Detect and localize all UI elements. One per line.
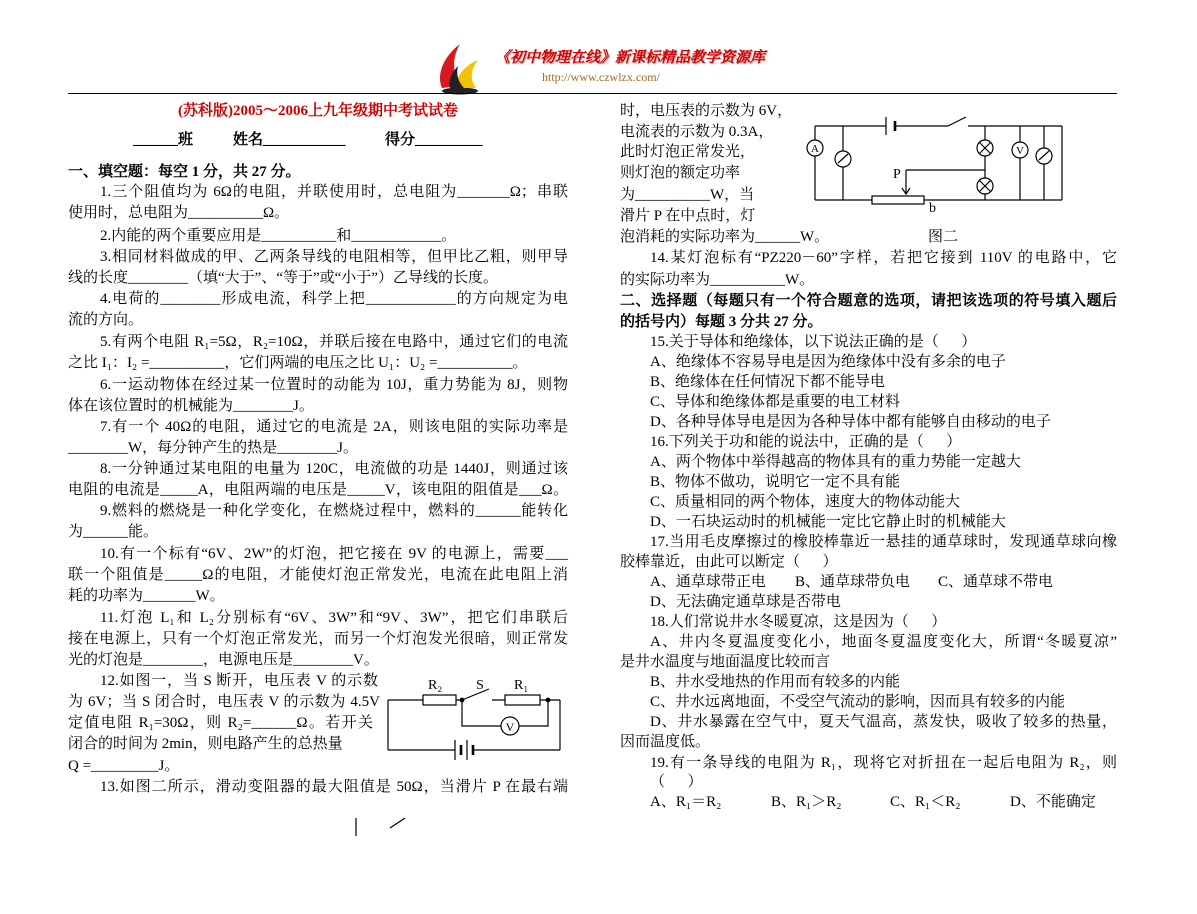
site-url: http://www.czwlzx.com/ — [542, 70, 660, 84]
score-field: 得分_________ — [385, 132, 483, 148]
q17-stem: 17.当用毛皮摩擦过的橡胶棒靠近一悬挂的通草球时，发现通草球向橡 — [650, 534, 1117, 550]
q19-option-a: A、R₁＝R₂ — [650, 794, 722, 810]
resource-banner: 《初中物理在线》新课标精品教学资源库 — [495, 50, 766, 66]
q18-option-a: 是井水温度与地面温度比较而言 — [620, 654, 831, 670]
fig2-label-v: V — [1016, 145, 1024, 157]
figure-fragment-mark — [356, 818, 405, 836]
figure2-caption: 图二 — [928, 229, 959, 245]
q3-line: 3.相同材料做成的甲、乙两条导线的电阻相等，但甲比乙粗，则甲导 — [100, 249, 568, 265]
physics-flame-logo-icon — [434, 42, 484, 96]
q15-option-b: B、绝缘体在任何情况下都不能导电 — [650, 374, 886, 390]
q2-line: 2.内能的两个重要应用是__________和____________。 — [100, 228, 457, 244]
q17-option-d: D、无法确定通草球是否带电 — [650, 594, 841, 610]
q19-option-b: B、R₁＞R₂ — [771, 794, 842, 810]
q3-line: 线的长度________（填“大于”、“等于”或“小于”）乙导线的长度。 — [68, 270, 498, 286]
exam-title: (苏科版)2005～2006上九年级期中考试试卷 — [178, 103, 458, 119]
q15-option-d: D、各种导体导电是因为各种导体中都有能够自由移动的电子 — [650, 414, 1051, 430]
q11-line: 11.灯泡 L₁和 L₂分别标有“6V、3W”和“9V、3W”，把它们串联后 — [100, 610, 568, 626]
q19-answer-bracket: （ ） — [650, 774, 703, 790]
voltmeter-fig1 — [501, 717, 519, 735]
q5-line: 5.有两个电阻 R₁=5Ω，R₂=10Ω，并联后接在电路中，通过它们的电流 — [100, 334, 568, 350]
q9-line: 为______能。 — [68, 524, 159, 540]
q13-line: 13.如图二所示，滑动变阻器的最大阻值是 50Ω，当滑片 P 在最右端 — [100, 779, 568, 795]
q19-stem: 19.有一条导线的电阻为 R₁，现将它对折扭在一起后电阻为 R₂，则 — [650, 755, 1117, 771]
q13-line: 则灯泡的额定功率 — [620, 165, 741, 181]
q4-line: 流的方向。 — [68, 312, 144, 328]
q15-option-c: C、导体和绝缘体都是重要的电工材料 — [650, 394, 901, 410]
q7-line: 7.有一个 40Ω的电阻，通过它的电流是 2A，则该电阻的实际功率是 — [100, 419, 568, 435]
q18-option-d: 因而温度低。 — [620, 734, 711, 750]
q16-option-c: C、质量相同的两个物体，速度大的物体动能大 — [650, 494, 961, 510]
q12-line: 闭合的时间为 2min，则电路产生的总热量 — [68, 736, 343, 752]
q12-line: Q =_________J。 — [68, 758, 180, 774]
q4-line: 4.电荷的________形成电流，科学上把____________的方向规定为电 — [100, 291, 568, 307]
q12-line: 为 6V；当 S 闭合时，电压表 V 的示数为 4.5V — [68, 694, 380, 710]
resistor-r1 — [505, 695, 540, 705]
fig1-label-r2: R₂ — [428, 678, 443, 693]
header-divider — [68, 93, 1117, 94]
q13-line: 泡消耗的实际功率为______W。 — [620, 229, 830, 245]
fig2-label-b: b — [929, 201, 936, 216]
q10-line: 10.有一个标有“6V、2W”的灯泡，把它接在 9V 的电源上，需要___ — [100, 546, 568, 562]
q9-line: 9.燃料的燃烧是一种化学变化，在燃烧过程中，燃料的______能转化 — [100, 503, 568, 519]
q17-option-b: B、通草球带负电 — [795, 574, 911, 590]
q13-line: 时，电压表的示数为 6V， — [620, 103, 793, 119]
q17-stem: 胶棒靠近，由此可以断定（ ） — [620, 554, 838, 570]
q14-line: 14.某灯泡标有“PZ220－60”字样，若把它接到 110V 的电路中，它 — [650, 250, 1117, 266]
q13-line: 电流表的示数为 0.3A， — [620, 124, 774, 140]
resistor-r2 — [423, 695, 456, 705]
q19-option-d: D、不能确定 — [1010, 794, 1096, 810]
circuit-figure-1 — [388, 689, 560, 760]
q1-line: 1.三个阻值均为 6Ω的电阻，并联使用时，总电阻为_______Ω；串联 — [100, 184, 568, 200]
q10-line: 联一个阻值是_____Ω的电阻，才能使灯泡正常发光，电流在此电阻上消 — [68, 567, 568, 583]
name-field: 姓名___________ — [233, 132, 346, 148]
q18-option-d: D、井水暴露在空气中，夏天气温高，蒸发快，吸收了较多的热量， — [650, 714, 1117, 730]
q11-line: 接在电源上，只有一个灯泡正常发光，而另一个灯泡发光很暗，则正常发 — [68, 631, 568, 647]
q14-line: 的实际功率为__________W。 — [620, 272, 815, 288]
q18-option-c: C、井水远离地面，不受空气流动的影响，因而具有较多的内能 — [650, 694, 1066, 710]
fig2-label-a: A — [811, 143, 819, 155]
q18-stem: 18.人们常说井水冬暖夏凉，这是因为（ ） — [650, 614, 947, 630]
q13-line: 为__________W，当 — [620, 187, 755, 203]
battery-fig1 — [455, 740, 467, 760]
q8-line: 8.一分钟通过某电阻的电量为 120C，电流做的功是 1440J，则通过该 — [100, 461, 568, 477]
section2-heading: 二、选择题（每题只有一个符合题意的选项，请把该选项的符号填入题后 — [620, 293, 1117, 309]
fig2-label-p: P — [893, 167, 901, 182]
q17-option-c: C、通草球不带电 — [938, 574, 1054, 590]
q11-line: 光的灯泡是________，电源电压是________V。 — [68, 652, 379, 668]
q16-option-d: D、一石块运动时的机械能一定比它静止时的机械能大 — [650, 514, 1006, 530]
q6-line: 体在该位置时的机械能为________J。 — [68, 398, 314, 414]
q10-line: 耗的功率为_______W。 — [68, 588, 225, 604]
q5-line: 之比 I₁：I₂ =__________，它们两端的电压之比 U₁：U₂ =__________。 — [68, 355, 528, 371]
q16-option-b: B、物体不做功，说明它一定不具有能 — [650, 474, 901, 490]
section2-heading: 的括号内）每题 3 分共 27 分。 — [620, 314, 823, 330]
q15-option-a: A、绝缘体不容易导电是因为绝缘体中没有多余的电子 — [650, 354, 1006, 370]
q18-option-b: B、井水受地热的作用而有较多的内能 — [650, 674, 901, 690]
q12-line: 定值电阻 R₁=30Ω，则 R₂=______Ω。若开关 — [68, 715, 373, 731]
switch-s — [462, 689, 489, 700]
q7-line: ________W，每分钟产生的热是________J。 — [68, 440, 358, 456]
q8-line: 电阻的电流是_____A，电阻两端的电压是_____V，该电阻的阻值是___Ω。 — [68, 482, 568, 498]
q13-line: 此时灯泡正常发光， — [620, 144, 756, 160]
q15-stem: 15.关于导体和绝缘体，以下说法正确的是（ ） — [650, 334, 977, 350]
q17-option-a: A、通草球带正电 — [650, 574, 766, 590]
q16-stem: 16.下列关于功和能的说法中，正确的是（ ） — [650, 434, 962, 450]
fig1-label-s: S — [476, 678, 484, 693]
class-field: ______班 — [133, 132, 194, 148]
fig1-label-v: V — [505, 720, 515, 734]
q12-line: 12.如图一，当 S 断开，电压表 V 的示数 — [100, 673, 378, 689]
q19-option-c: C、R₁＜R₂ — [890, 794, 961, 810]
q16-option-a: A、两个物体中举得越高的物体具有的重力势能一定越大 — [650, 454, 1021, 470]
q13-line: 滑片 P 在中点时，灯 — [620, 208, 756, 224]
section1-heading: 一、填空题：每空 1 分，共 27 分。 — [68, 164, 301, 180]
q1-line: 使用时，总电阻为__________Ω。 — [68, 205, 290, 221]
q18-option-a: A、井内冬夏温度变化小，地面冬夏温度变化大，所谓“冬暖夏凉” — [650, 634, 1117, 650]
fig1-label-r1: R₁ — [514, 678, 529, 693]
q6-line: 6.一运动物体在经过某一位置时的动能为 10J，重力势能为 8J，则物 — [100, 377, 568, 393]
